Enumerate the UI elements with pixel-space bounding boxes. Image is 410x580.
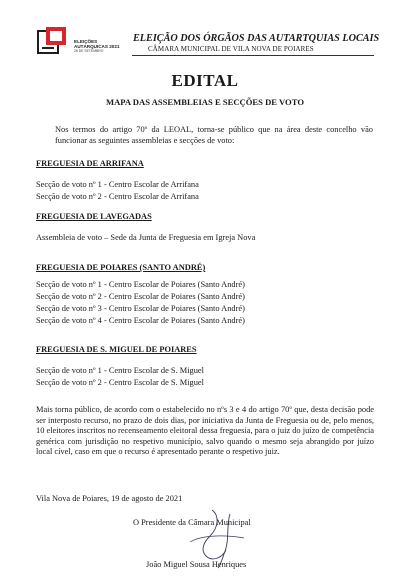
voting-section-line: Secção de voto nº 3 - Centro Escolar de Poiares (Santo André)	[36, 304, 245, 313]
logo-text	[74, 39, 119, 55]
document-title: EDITAL	[171, 71, 239, 90]
voting-section-line: Secção de voto nº 1 - Centro Escolar de Poiares (Santo André)	[36, 280, 245, 289]
voting-section-line: Secção de voto nº 1 - Centro Escolar de Arrifana	[36, 180, 199, 189]
logo-line3: 26 DE SETEMBRO	[74, 49, 104, 54]
logo-line1: ELEIÇÕES	[74, 39, 98, 44]
header-subtitle: CÂMARA MUNICIPAL DE VILA NOVA DE POIARES	[148, 45, 314, 53]
voting-section-line: Secção de voto nº 2 - Centro Escolar de S. Miguel	[36, 378, 204, 387]
ballot-box-icon	[36, 27, 68, 57]
voting-section-line: Secção de voto nº 2 - Centro Escolar de Arrifana	[36, 192, 199, 201]
voting-section-line: Secção de voto nº 2 - Centro Escolar de Poiares (Santo André)	[36, 292, 245, 301]
freguesia-heading: FREGUESIA DE ARRIFANA	[36, 159, 144, 168]
header-title: ELEIÇÃO DOS ÓRGÃOS DAS AUTARTQUIAS LOCAIS	[133, 33, 380, 44]
president-title: O Presidente da Câmara Municipal	[133, 518, 251, 527]
voting-section-line: Secção de voto nº 4 - Centro Escolar de Poiares (Santo André)	[36, 316, 245, 325]
voting-section-line: Secção de voto nº 1 - Centro Escolar de S. Miguel	[36, 366, 204, 375]
intro-paragraph: Nos termos do artigo 70º da LEOAL, torna-se público que na área deste concelho vão funcionar as seguintes assembleias e secções de voto:	[55, 125, 373, 145]
voting-section-line: Assembleia de voto – Sede da Junta de Freguesia em Igreja Nova	[36, 233, 256, 242]
closing-paragraph	[36, 405, 374, 458]
closing-text: Mais torna público, de acordo com o estabelecido no nºs 3 e 4 do artigo 70º que, desta decisão pode ser interposto recurso, no prazo de dois dias, por iniciativa da Junta de Freguesia ou de, pelo menos, 10 eleitores inscritos no recenseamento eleitoral dessa freguesia, para o juiz do juízo de competência genérica com jurisdição no respetivo município, salvo quando o mesmo seja abrangido por juízo local cível, caso em que o recurso é apresentado perante o respetivo juiz.	[36, 405, 374, 457]
freguesia-heading: FREGUESIA DE LAVEGADAS	[36, 212, 152, 221]
freguesia-heading: FREGUESIA DE S. MIGUEL DE POIARES	[36, 345, 197, 354]
elections-logo	[36, 27, 122, 61]
place-date: Vila Nova de Poiares, 19 de agosto de 2021	[36, 494, 183, 503]
president-name: João Miguel Sousa Henriques	[146, 560, 247, 569]
freguesia-heading: FREGUESIA DE POIARES (SANTO ANDRÉ)	[36, 263, 206, 272]
document-subtitle: MAPA DAS ASSEMBLEIAS E SECÇÕES DE VOTO	[105, 97, 304, 107]
logo-line2: AUTÁRQUICAS 2021	[74, 44, 120, 50]
header-divider	[132, 55, 374, 56]
